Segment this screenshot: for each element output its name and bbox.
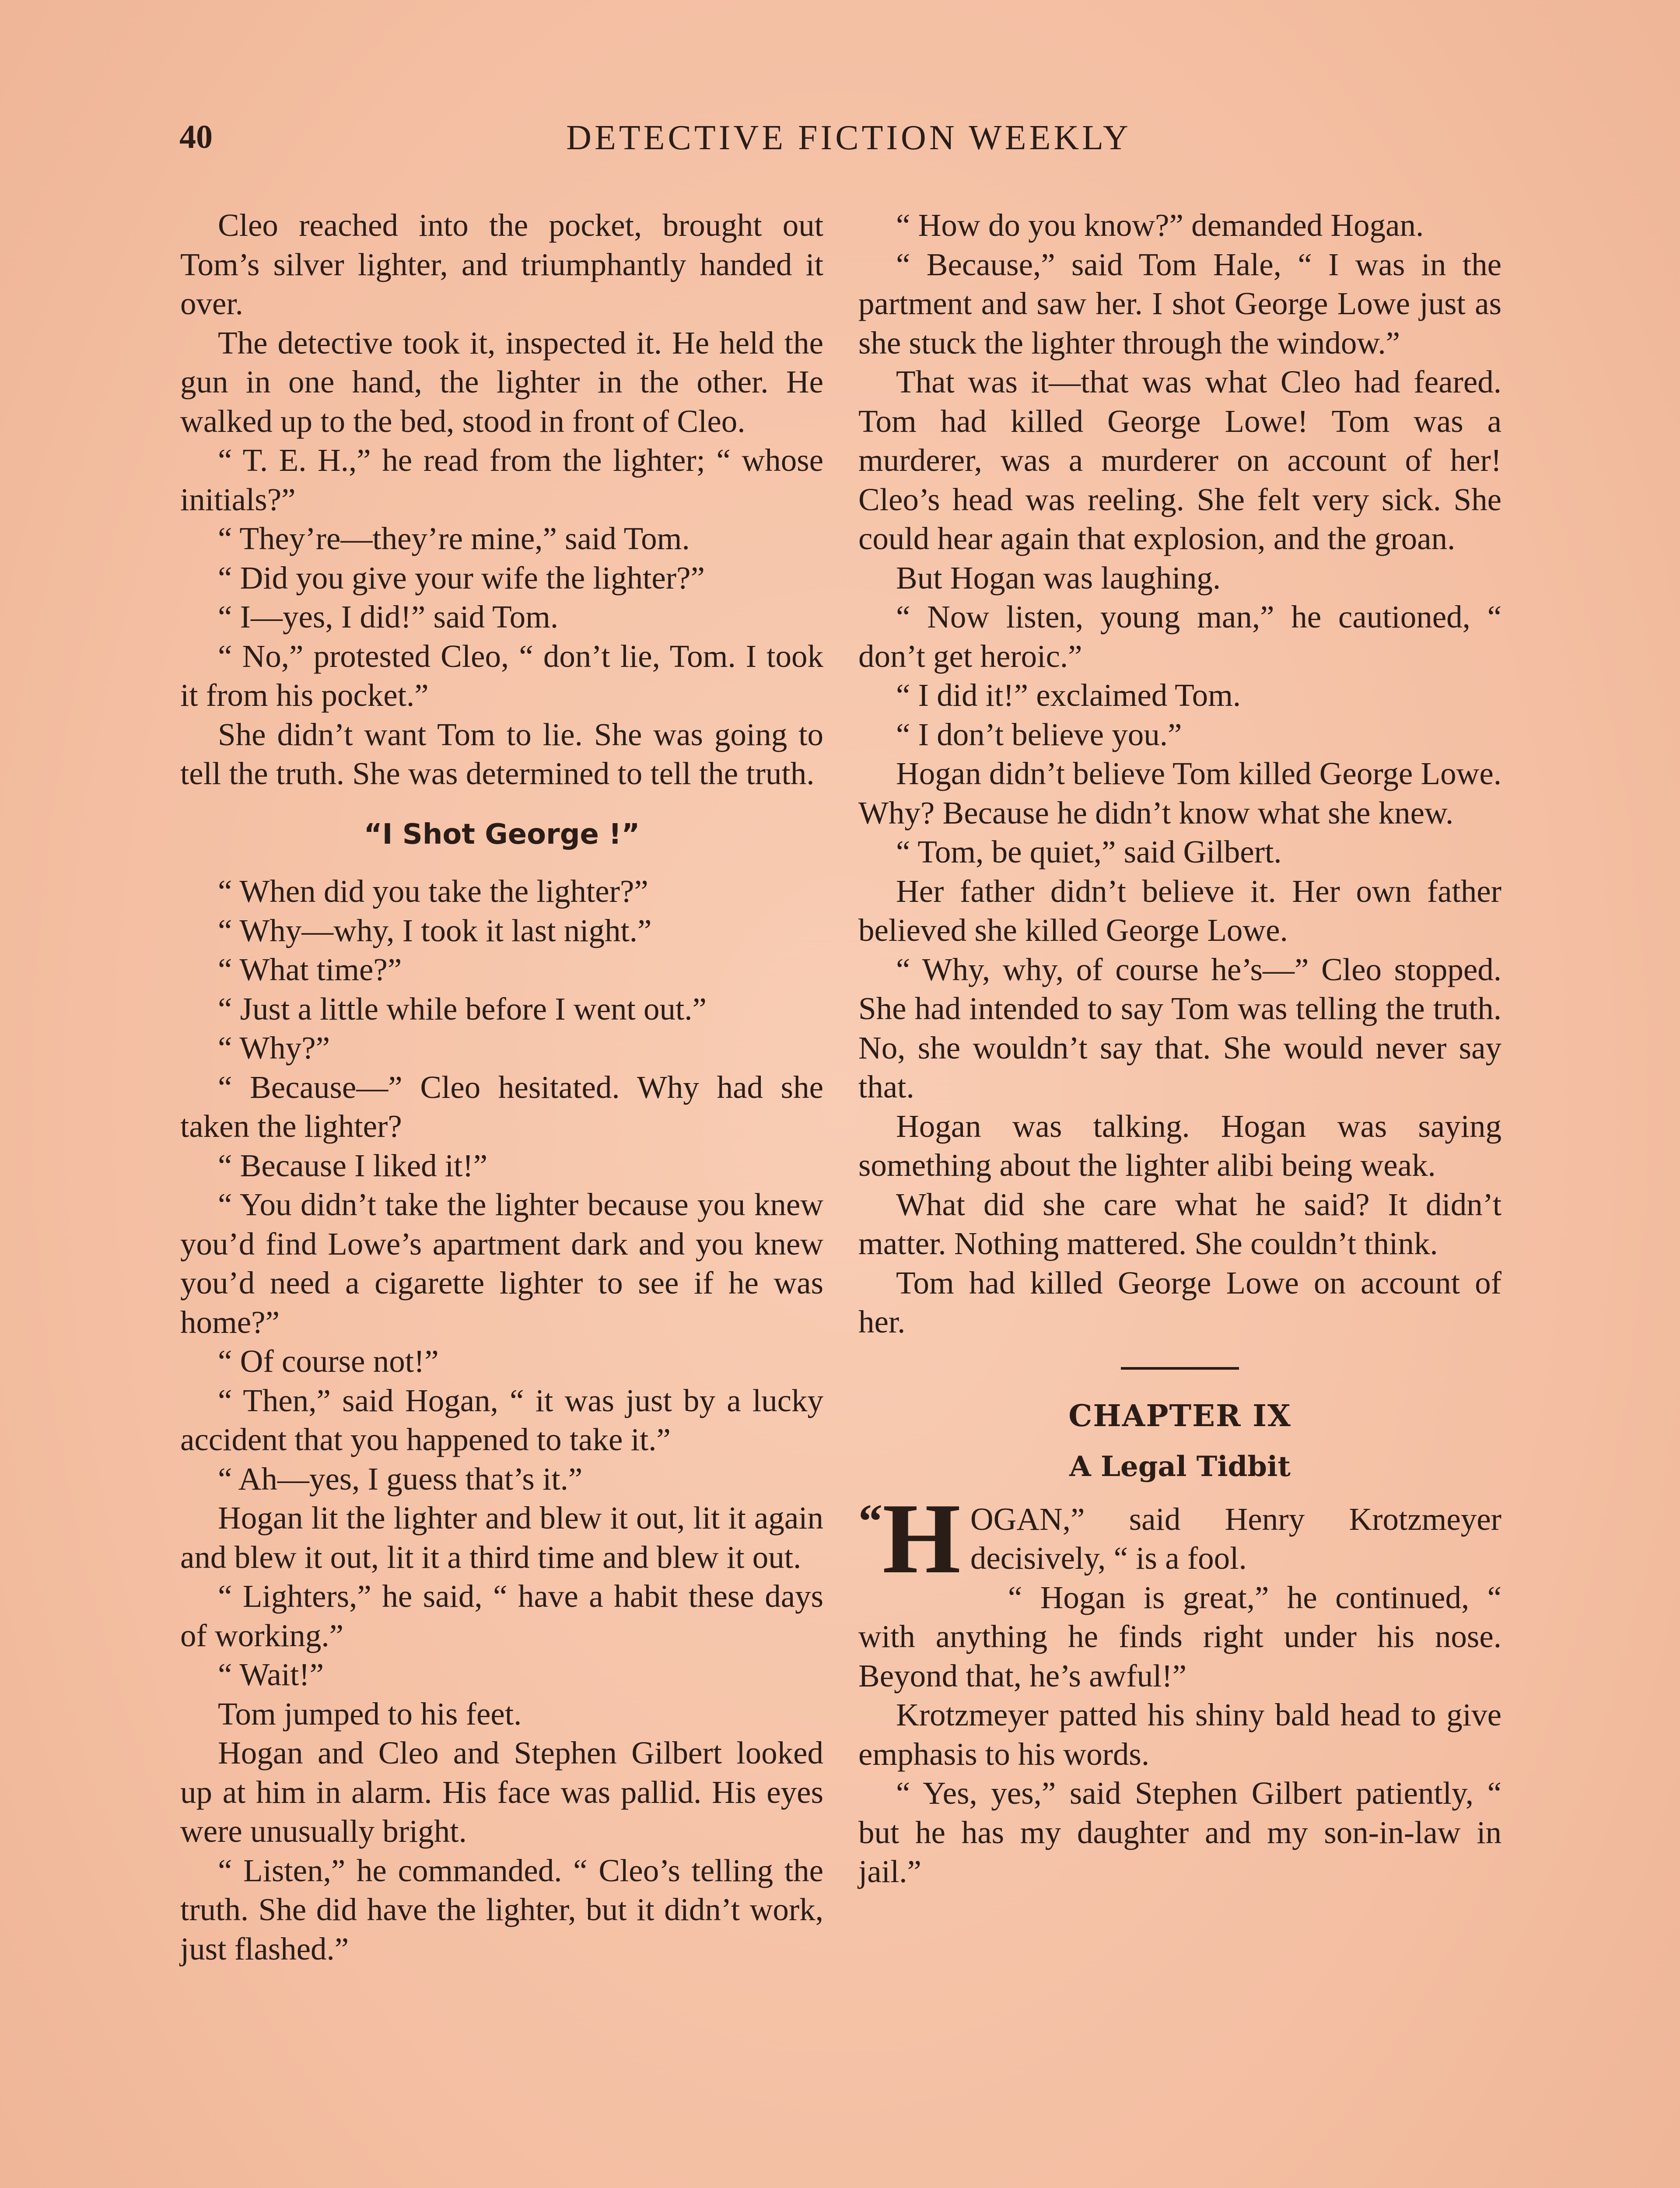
paragraph: Hogan was talking. Hogan was saying something about the lighter alibi being weak. [858,1108,1502,1183]
paragraph: What did she care what he said? It didn’t matter. Nothing mattered. She couldn’t think. [858,1186,1502,1261]
paragraph: “ They’re—they’re mine,” said Tom. [218,521,690,556]
paragraph: “ I did it!” exclaimed Tom. [896,677,1241,713]
paragraph: “ Yes, yes,” said Stephen Gilbert patiently, “ but he has my daughter and my son-in-law in jail.” [858,1775,1502,1889]
paragraph: “ What time?” [218,952,402,987]
paragraph: Krotzmeyer patted his shiny bald head to give emphasis to his words. [858,1697,1502,1772]
paragraph: “ When did you take the lighter?” [218,873,648,909]
paragraph: “ Wait!” [218,1657,324,1692]
chapter-opening-paragraph [858,1482,1502,1594]
paragraph: “ Listen,” he commanded. “ Cleo’s telling the truth. She did have the lighter, but it didn’t work, just flashed.” [180,1852,823,1967]
paragraph: “ Of course not!” [218,1343,439,1379]
chapter-subtitle: A Legal Tidbit [1069,1450,1291,1483]
paragraph: “ You didn’t take the lighter because you knew you’d find Lowe’s apartment dark and you knew you’d need a cigarette lighter to see if he was home?” [180,1187,823,1340]
paragraph: “ Because I liked it!” [218,1147,488,1183]
section-subhead: “I Shot George !” [364,818,640,851]
paragraph: “ Now listen, young man,” he cautioned, “ don’t get heroic.” [858,599,1502,674]
paragraph: Hogan lit the lighter and blew it out, lit it again and blew it out, lit it a third time and blew it out. [180,1500,823,1575]
paragraph: She didn’t want Tom to lie. She was going to tell the truth. She was determined to tell the truth. [180,716,823,791]
drop-cap-quote: “ [858,1494,882,1548]
paragraph: Hogan and Cleo and Stephen Gilbert looked up at him in alarm. His face was pallid. His eyes were unusually bright. [180,1735,823,1849]
paragraph: Hogan didn’t believe Tom killed George Lowe. Why? Because he didn’t know what she knew. [858,756,1502,831]
paragraph: “ No,” protested Cleo, “ don’t lie, Tom. I took it from his pocket.” [180,638,823,713]
paragraph: “ Why, why, of course he’s—” Cleo stopped. She had intended to say Tom was telling the truth. No, she wouldn’t say that. She would never say that. [858,951,1502,1105]
paragraph: That was it—that was what Cleo had feared. Tom had killed George Lowe! Tom was a murderer, was a murderer on account of her! Cleo’s head was reeling. She felt very sick. She could hear again that explosion, and the groan. [858,364,1502,556]
paragraph: “ Just a little while before I went out.” [218,991,707,1027]
paragraph: “ Because,” said Tom Hale, “ I was in the partment and saw her. I shot George Lowe just as she stuck the lighter through the window.” [858,246,1502,361]
paragraph: “ Why—why, I took it last night.” [218,912,652,948]
paragraph: Tom had killed George Lowe on account of her. [858,1265,1502,1339]
chapter-title: CHAPTER IX [1068,1398,1292,1434]
paragraph: “ Then,” said Hogan, “ it was just by a lucky accident that you happened to take it.” [180,1382,823,1457]
paragraph: “ Why?” [218,1030,330,1066]
paragraph: “ I don’t believe you.” [896,716,1182,752]
paragraph: “ Hogan is great,” he continued, “ with anything he finds right under his nose. Beyond that, he’s awful!” [858,1579,1502,1694]
paragraph: Her father didn’t believe it. Her own father believed she killed George Lowe. [858,873,1502,948]
paragraph: “ How do you know?” demanded Hogan. [896,207,1424,243]
right-column [858,206,1502,1891]
paragraph: “ Tom, be quiet,” said Gilbert. [896,834,1282,870]
drop-cap-letter: H [882,1482,961,1594]
paragraph: Tom jumped to his feet. [218,1696,522,1732]
paragraph: “ Because—” Cleo hesitated. Why had she taken the lighter? [180,1069,823,1144]
paragraph: “ Lighters,” he said, “ have a habit these days of working.” [180,1578,823,1653]
paragraph: “ T. E. H.,” he read from the lighter; “ whose initials?” [180,442,823,517]
paragraph: Cleo reached into the pocket, brought out Tom’s silver lighter, and triumphantly handed it over. [180,207,823,321]
paragraph: “ Ah—yes, I guess that’s it.” [218,1461,583,1497]
section-divider [1121,1367,1239,1370]
drop-cap [858,1482,961,1594]
opening-text: OGAN,” said Henry Krotzmeyer decisively, “ is a fool. [970,1501,1502,1576]
page-header [179,118,1518,171]
paragraph: The detective took it, inspected it. He held the gun in one hand, the lighter in the other. He walked up to the bed, stood in front of Cleo. [180,325,823,439]
page-number: 40 [179,119,213,155]
left-column [180,206,823,1968]
paragraph: “ I—yes, I did!” said Tom. [218,599,559,635]
paragraph: But Hogan was laughing. [896,560,1221,596]
running-title: DETECTIVE FICTION WEEKLY [566,119,1131,157]
paragraph: “ Did you give your wife the lighter?” [218,560,705,596]
